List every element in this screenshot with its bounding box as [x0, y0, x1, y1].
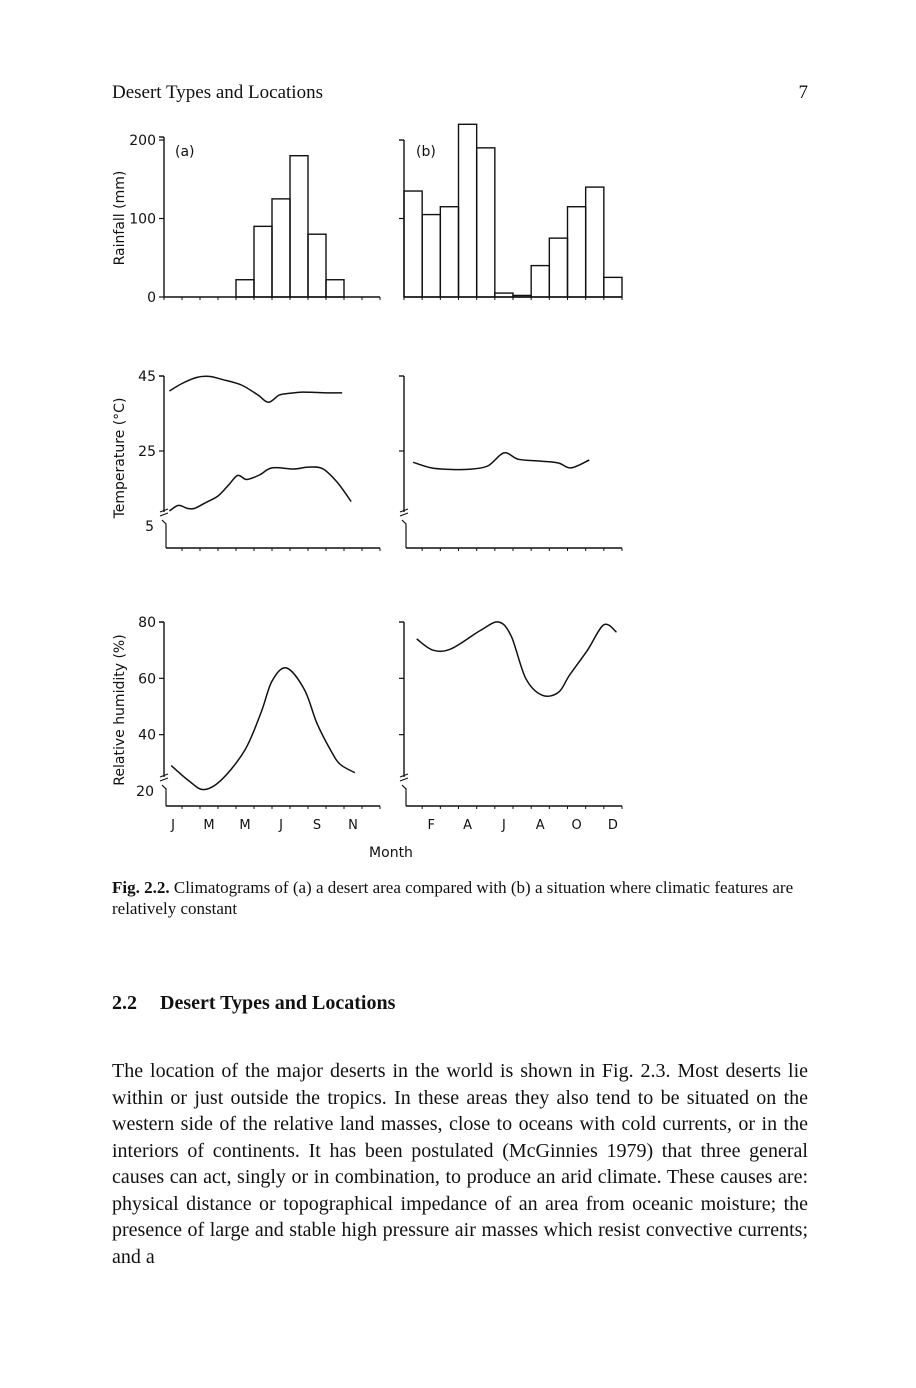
rainfall-b-bar	[440, 207, 458, 297]
humidity-y-axis-label: Relative humidity (%)	[112, 634, 128, 786]
temperature-a-line	[169, 467, 351, 511]
axis-break-mark	[400, 509, 408, 516]
rainfall-a-bar	[290, 156, 308, 297]
temperature-a-y-axis-lower	[162, 520, 166, 548]
month-tick-label-a: N	[348, 818, 358, 833]
temperature-b-y-axis-lower	[402, 520, 406, 548]
rainfall-b-bar	[549, 238, 567, 297]
temperature-y-tick-label: 45	[138, 369, 156, 385]
humidity-a-y-axis-lower	[162, 785, 166, 806]
rainfall-a-bar	[308, 234, 326, 297]
panel-a-label: (a)	[175, 144, 195, 160]
temperature-a-line	[169, 376, 342, 402]
figure-caption-label: Fig. 2.2.	[112, 878, 170, 897]
temperature-y-tick-label: 25	[138, 444, 156, 460]
rainfall-b-bar	[604, 277, 622, 297]
page-number: 7	[798, 82, 808, 103]
body-paragraph: The location of the major deserts in the world is shown in Fig. 2.3. Most deserts lie within or just outside the tropics. In these areas they also tend to be situated on the western side of the relative land masses, close to oceans with cold currents, or in the interiors of continents. It has been postulated (McGinnies 1979) that three general causes can act, singly or in combination, to produce an arid climate. These causes are: physical distance or topographical impedance of an area from oceanic moisture; the presence of large and stable high pressure air masses which resist convective currents; and a	[112, 1060, 808, 1268]
humidity-b-line	[417, 622, 617, 696]
rainfall-b-bar	[513, 295, 531, 297]
rainfall-b-bar	[477, 148, 495, 297]
month-tick-label-b: A	[535, 818, 545, 833]
axis-break-mark	[400, 774, 408, 781]
rainfall-y-axis-label: Rainfall (mm)	[112, 170, 128, 266]
humidity-y-tick-label: 20	[136, 784, 154, 800]
rainfall-b-bar	[586, 187, 604, 297]
month-tick-label-a: S	[312, 818, 322, 833]
rainfall-b-bar	[422, 215, 440, 297]
month-tick-label-b: A	[463, 818, 473, 833]
temperature-y-axis-label: Temperature (°C)	[112, 397, 128, 519]
rainfall-a-bar	[236, 280, 254, 297]
humidity-y-tick-label: 60	[138, 671, 156, 688]
figure-caption	[112, 877, 808, 919]
running-head-title: Desert Types and Locations	[112, 82, 323, 103]
month-tick-label-a: J	[171, 818, 175, 833]
humidity-y-tick-label: 80	[138, 615, 156, 631]
figure-caption-text: Climatograms of (a) a desert area compared with (b) a situation where climatic features are relatively constant	[112, 878, 794, 918]
humidity-b-y-axis-lower	[402, 785, 406, 806]
rainfall-a-bar	[254, 226, 272, 297]
section-heading	[112, 992, 808, 1015]
rainfall-y-tick-label: 0	[147, 290, 156, 306]
rainfall-b-bar	[495, 293, 513, 297]
month-tick-label-b: O	[571, 818, 582, 833]
axis-break-mark	[160, 774, 168, 781]
month-tick-label-b: F	[427, 818, 435, 833]
rainfall-b-bar	[568, 207, 586, 297]
month-tick-label-b: D	[607, 818, 618, 833]
x-axis-label-month: Month	[369, 845, 413, 861]
section-title: Desert Types and Locations	[160, 992, 396, 1014]
rainfall-b-bar	[531, 266, 549, 297]
panel-b-label: (b)	[416, 144, 436, 160]
humidity-a-line	[171, 668, 355, 790]
section-number: 2.2	[112, 992, 137, 1014]
axis-break-mark	[160, 509, 168, 516]
rainfall-y-tick-label: 100	[129, 211, 156, 228]
rainfall-a-bar	[326, 280, 344, 297]
temperature-y-tick-label: 5	[145, 519, 154, 535]
month-tick-label-b: J	[501, 818, 506, 833]
month-tick-label-a: M	[239, 818, 251, 833]
rainfall-y-tick-label: 200	[129, 133, 156, 149]
month-tick-label-a: M	[203, 818, 215, 833]
temperature-b-line	[413, 453, 589, 470]
rainfall-b-bar	[404, 191, 422, 297]
rainfall-b-bar	[459, 124, 477, 297]
humidity-y-tick-label: 40	[138, 727, 156, 744]
month-tick-label-a: J	[279, 818, 283, 833]
rainfall-a-bar	[272, 199, 290, 297]
